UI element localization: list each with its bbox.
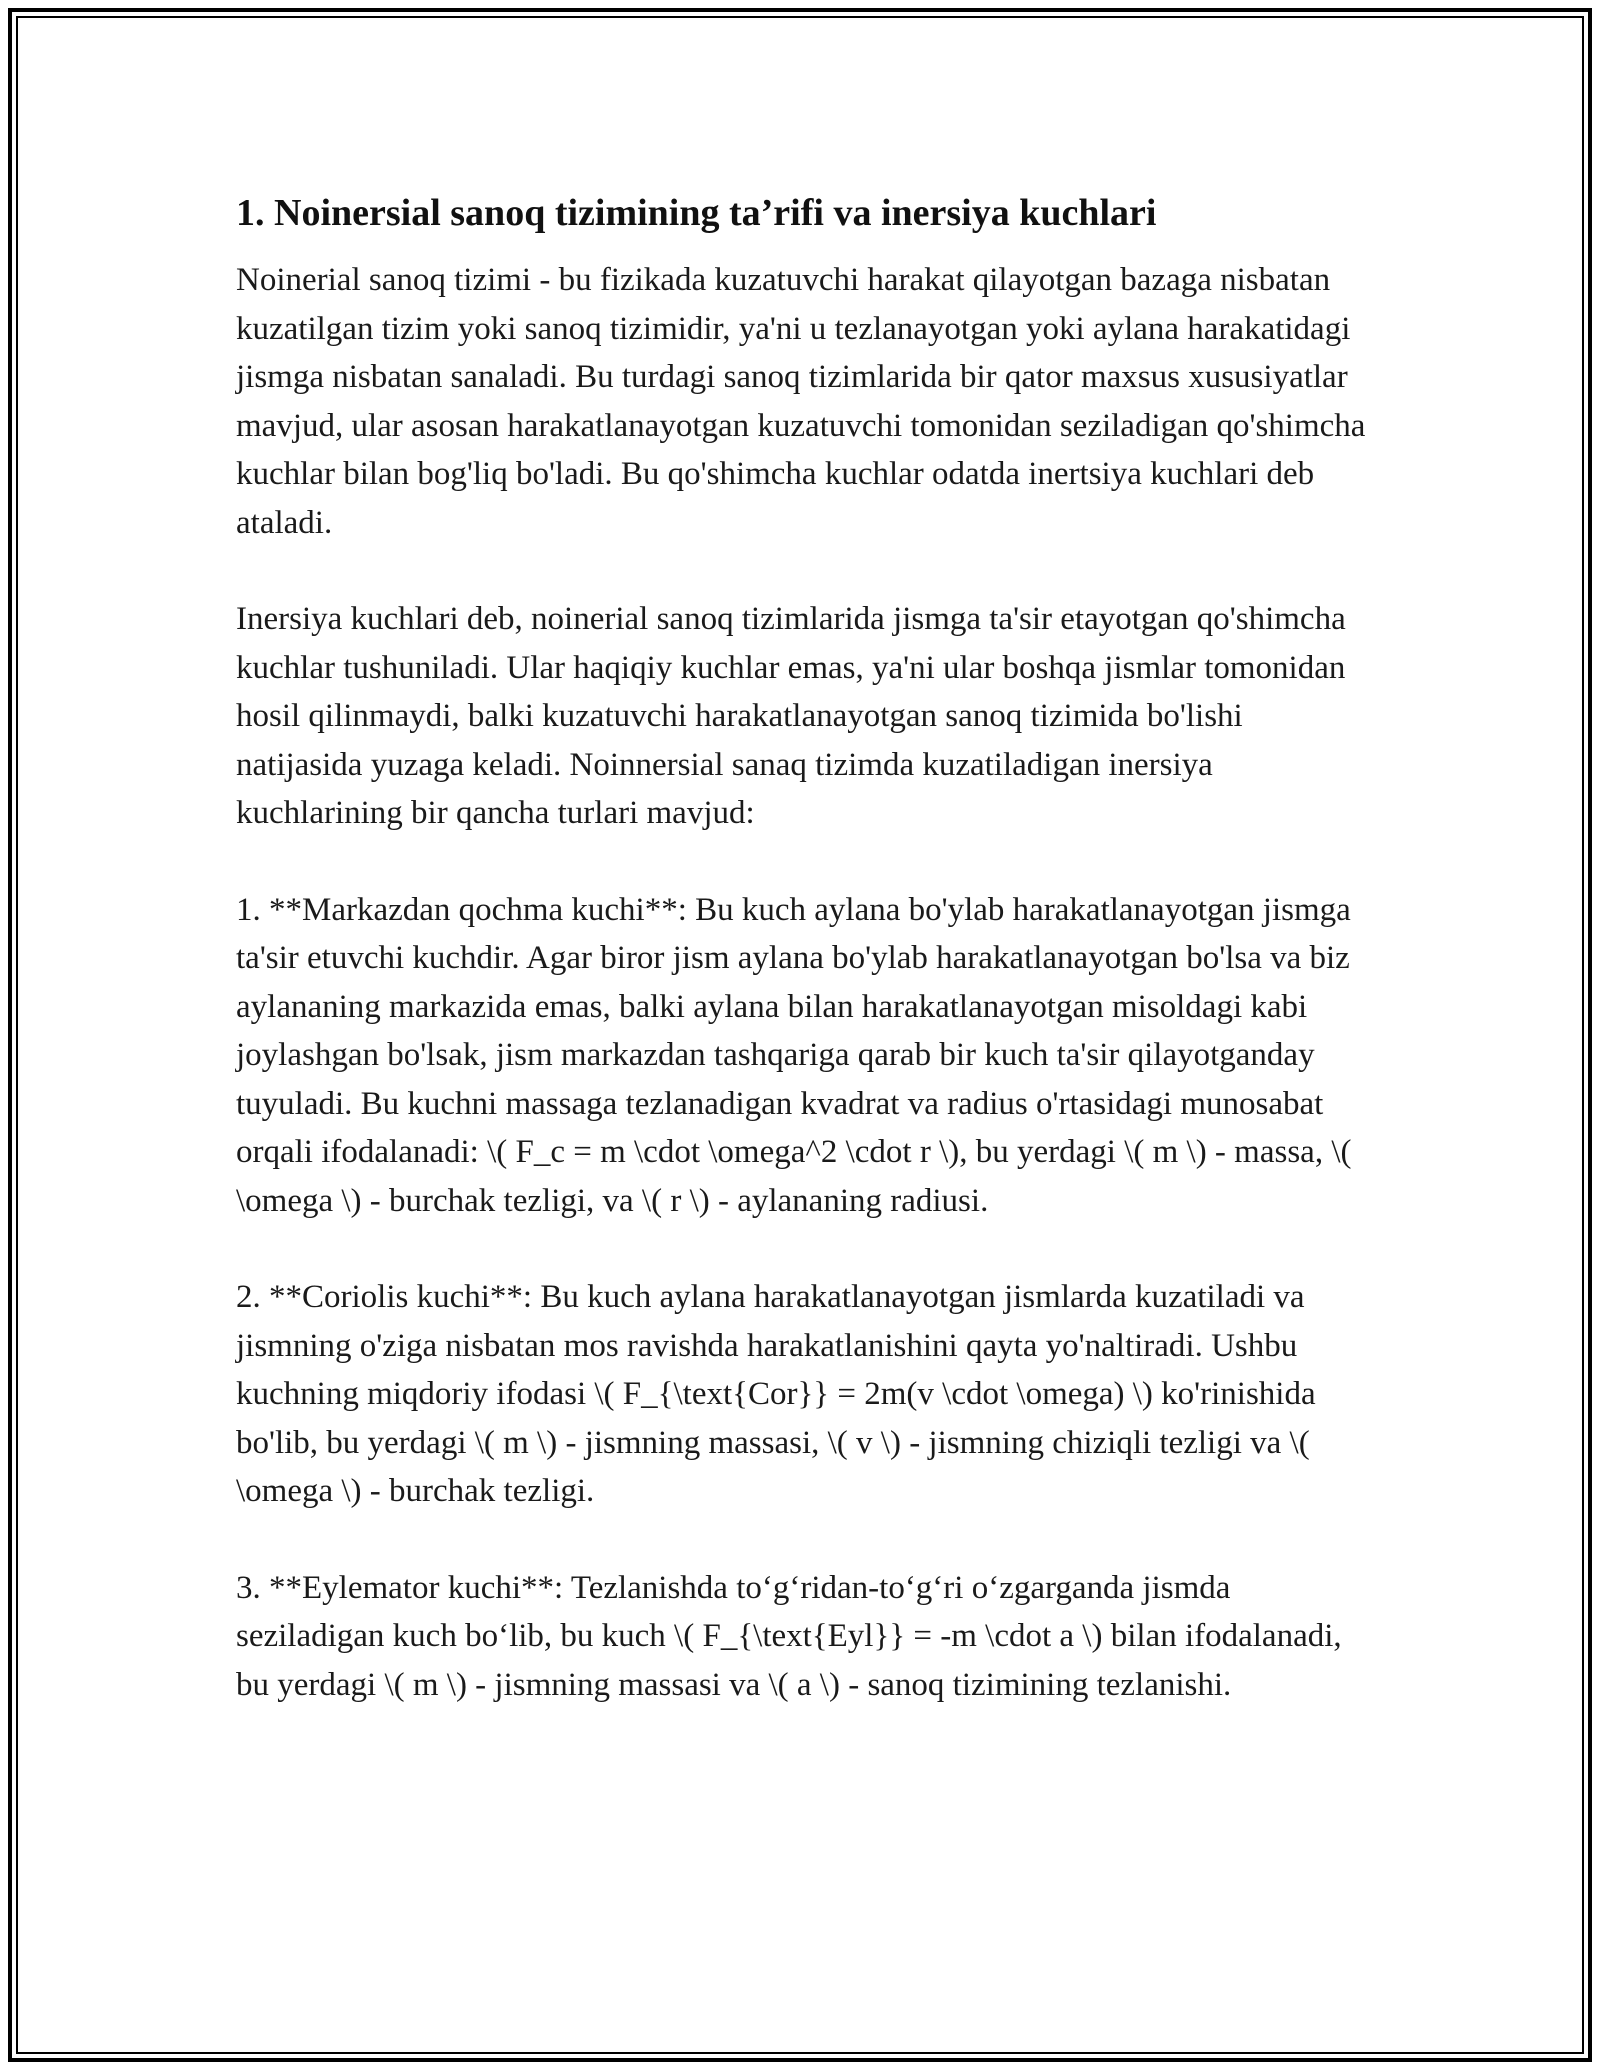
paragraph-coriolis-force: 2. **Coriolis kuchi**: Bu kuch aylana harakatlanayotgan jismlarda kuzatiladi va jismning o'ziga nisbatan mos ravishda harakatlanishini qayta yo'naltiradi. Ushbu kuchning miqdoriy ifodasi \( F_{\text{Cor}} = 2m(v \cdot \omega) \) ko'rinishida bo'lib, bu yerdagi \( m \) - jismning massasi, \( v \) - jismning chiziqli tezligi va \( \omega \) - burchak tezligi. bbox=[236, 1279, 1316, 1509]
paragraph-inertial-forces: Inersiya kuchlari deb, noinerial sanoq tizimlarida jismga ta'sir etayotgan qo'shimcha kuchlar tushuniladi. Ular haqiqiy kuchlar emas, ya'ni ular boshqa jismlar tomonidan hosil qilinmaydi, balki kuzatuvchi harakatlanayotgan sanoq tizimida bo'lishi natijasida yuzaga keladi. Noinnersial sanaq tizimda kuzatiladigan inersiya kuchlarining bir qancha turlari mavjud: bbox=[236, 601, 1346, 831]
paragraph-eylemator-force: 3. **Eylemator kuchi**: Tezlanishda to‘g‘ridan-to‘g‘ri o‘zgarganda jismda seziladigan kuch bo‘lib, bu kuch \( F_{\text{Eyl}} = -m \cdot a \) bilan ifodalanadi, bu yerdagi \( m \) - jismning massasi va \( a \) - sanoq tizimining tezlanishi. bbox=[236, 1569, 1342, 1703]
section-heading: 1. Noinersial sanoq tizimining ta’rifi va inersiya kuchlari bbox=[236, 192, 1157, 234]
paragraph-centrifugal-force: 1. **Markazdan qochma kuchi**: Bu kuch aylana bo'ylab harakatlanayotgan jismga ta'sir etuvchi kuchdir. Agar biror jism aylana bo'ylab harakatlanayotgan bo'lsa va biz aylananing markazida emas, balki aylana bilan harakatlanayotgan misoldagi kabi joylashgan bo'lsak, jism markazdan tashqariga qarab bir kuch ta'sir qilayotganday tuyuladi. Bu kuchni massaga tezlanadigan kvadrat va radius o'rtasidagi munosabat orqali ifodalanadi: \( F_c = m \cdot \omega^2 \cdot r \), bu yerdagi \( m \) - massa, \( \omega \) - burchak tezligi, va \( r \) - aylananing radiusi. bbox=[236, 891, 1352, 1219]
document-body bbox=[236, 188, 1376, 1757]
paragraph-definition: Noinerial sanoq tizimi - bu fizikada kuzatuvchi harakat qilayotgan bazaga nisbatan kuzatilgan tizim yoki sanoq tizimidir, ya'ni u tezlanayotgan yoki aylana harakatidagi jismga nisbatan sanaladi. Bu turdagi sanoq tizimlarida bir qator maxsus xususiyatlar mavjud, ular asosan harakatlanayotgan kuzatuvchi tomonidan seziladigan qo'shimcha kuchlar bilan bog'liq bo'ladi. Bu qo'shimcha kuchlar odatda inertsiya kuchlari deb ataladi. bbox=[236, 262, 1366, 541]
